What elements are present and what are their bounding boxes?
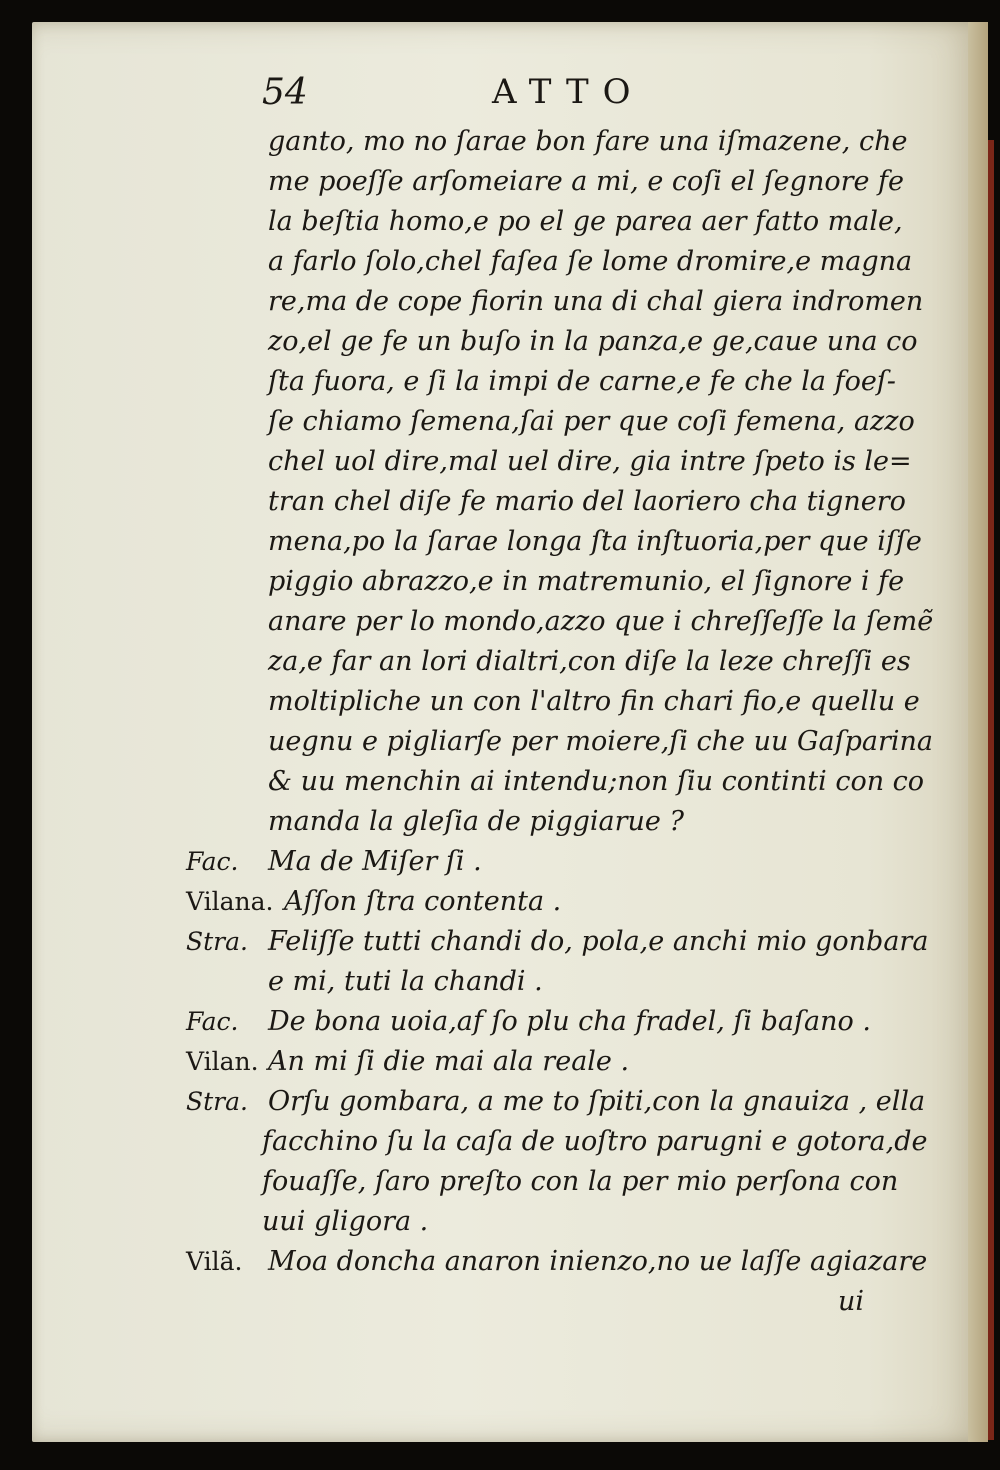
text-line: piggio abrazzo,e in matremunio, el ſignore i fe <box>268 566 905 597</box>
speech-text: Feliſſe tutti chandi do, pola,e anchi mio gonbara <box>268 926 929 957</box>
text-line: za,e far an lori dialtri,con diſe la leze chreſſi es <box>268 646 911 677</box>
running-head: ATTO <box>492 72 645 112</box>
dialogue-line <box>186 962 886 1002</box>
catchword-line <box>186 1282 886 1322</box>
text-line: chel uol dire,mal uel dire, gia intre ſpeto is le= <box>268 446 912 477</box>
page-content <box>186 70 934 1322</box>
text-line: & uu menchin ai intendu;non ſiu continti con co <box>268 766 925 797</box>
speaker-label: Stra. <box>186 1087 248 1116</box>
dialogue-line <box>186 1202 886 1242</box>
dialogue <box>186 842 929 1322</box>
dialogue-line <box>186 1242 928 1282</box>
dialogue-line <box>186 882 886 922</box>
dialogue-line <box>186 842 886 882</box>
text-line: anare per lo mondo,azzo que i chreſſeſſe la ſemẽ <box>268 606 934 637</box>
dialogue-line <box>186 1042 886 1082</box>
speaker-label: Fac. <box>186 1007 239 1036</box>
speech-text: Moa doncha anaron inienzo,no ue laſſe agiazare <box>268 1246 928 1277</box>
page-number: 54 <box>262 72 308 113</box>
text-line: a farlo ſolo,chel faſea ſe lome dromire,e magna <box>268 246 913 277</box>
text-line: moltipliche un con l'altro fin chari fio,e quellu e <box>268 686 920 717</box>
text-line: zo,el ge fe un buſo in la panza,e ge,caue una co <box>268 326 918 357</box>
text-line: manda la gleſia de piggiarue ? <box>268 806 684 837</box>
speech-text: fouaſſe, ſaro preſto con la per mio perſona con <box>262 1166 899 1197</box>
speech-text: Ma de Miſer ſi . <box>268 846 482 877</box>
next-page-edge <box>968 22 988 1442</box>
speech-text: uui gligora . <box>262 1206 429 1237</box>
speaker-label: Vilana. <box>186 887 274 916</box>
dialogue-line <box>186 1162 899 1202</box>
speaker-label: Stra. <box>186 927 248 956</box>
speech-continuation <box>186 122 934 842</box>
text-line: tran chel diſe fe mario del laoriero cha tignero <box>268 486 906 517</box>
text-line: la beſtia homo,e po el ge parea aer fatto male, <box>268 206 903 237</box>
page-header <box>186 70 886 122</box>
speaker-label: Fac. <box>186 847 239 876</box>
binding-edge <box>988 140 994 1440</box>
speech-text: An mi ſi die mai ala reale . <box>268 1046 630 1077</box>
dialogue-line <box>186 1082 926 1122</box>
text-line: uegnu e pigliarſe per moiere,ſi che uu Gaſparina <box>268 726 934 757</box>
speech-text: facchino ſu la caſa de uoſtro parugni e gotora,de <box>262 1126 928 1157</box>
text-line: mena,po la ſarae longa ſta inſtuoria,per que iſſe <box>268 526 922 557</box>
speaker-label: Vilã. <box>186 1247 243 1276</box>
speech-text: Orſu gombara, a me to ſpiti,con la gnauiza , ella <box>268 1086 926 1117</box>
speech-text: De bona uoia,af ſo plu cha fradel, ſi baſano . <box>268 1006 871 1037</box>
catchword: ui <box>837 1286 864 1317</box>
text-line: ſe chiamo ſemena,ſai per que coſi femena, azzo <box>268 406 915 437</box>
speech-text: e mi, tuti la chandi . <box>268 966 543 997</box>
dialogue-line <box>186 1122 928 1162</box>
speech-text: Aſſon ſtra contenta . <box>284 886 562 917</box>
dialogue-line <box>186 1002 886 1042</box>
dialogue-line <box>186 922 929 962</box>
text-line: ſta fuora, e ſi la impi de carne,e fe che la foeſ- <box>268 366 896 397</box>
speaker-label: Vilan. <box>186 1047 259 1076</box>
text-line: me poeſſe arſomeiare a mi, e coſi el ſegnore fe <box>268 166 905 197</box>
text-line: re,ma de cope fiorin una di chal giera indromen <box>268 286 924 317</box>
text-line: ganto, mo no ſarae bon fare una iſmazene, che <box>268 126 908 157</box>
